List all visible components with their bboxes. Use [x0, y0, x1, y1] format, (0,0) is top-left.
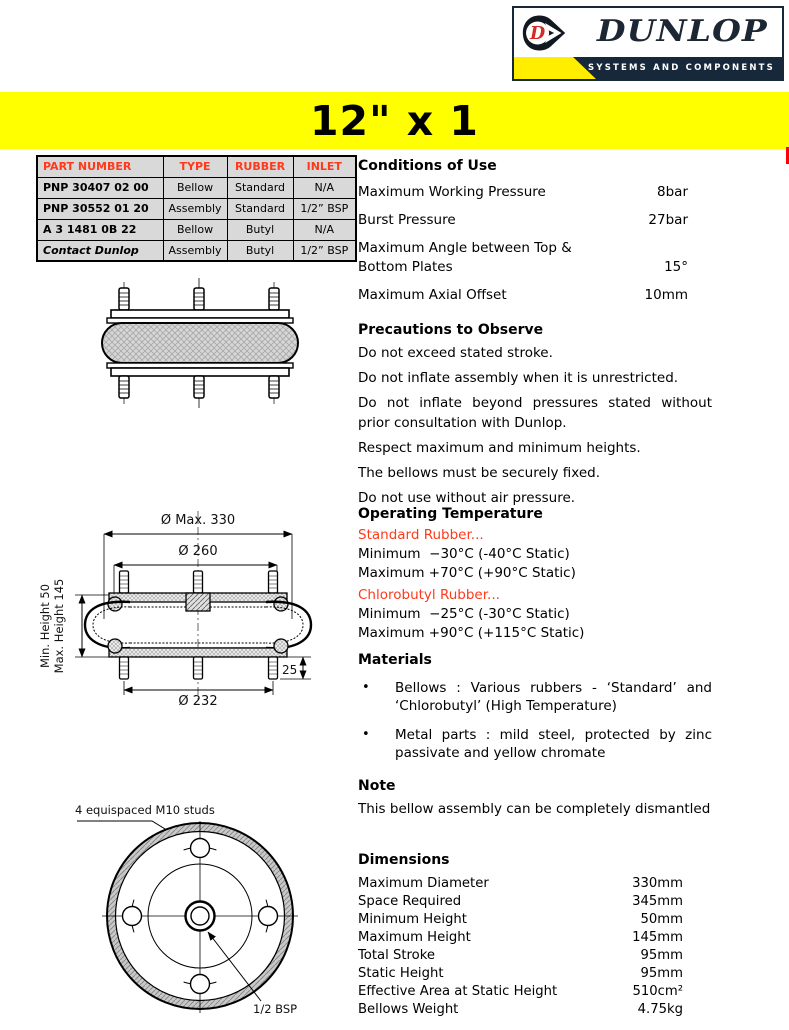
precaution-item: Do not exceed stated stroke.	[358, 345, 553, 361]
condition-label: Maximum Axial Offset	[358, 287, 507, 303]
condition-label: Maximum Angle between Top & Bottom Plates	[358, 240, 572, 275]
type-cell: Assembly	[163, 240, 227, 261]
col-header-part-number: PART NUMBER	[37, 156, 163, 177]
table-header-row	[37, 156, 356, 177]
bellow-side-view-drawing	[58, 276, 342, 410]
dim-label-stud-length: 25	[282, 663, 298, 677]
flying-d-icon	[521, 13, 567, 53]
part-number-cell: PNP 30552 01 20	[37, 198, 163, 219]
dimension-value: 95mm	[640, 948, 683, 963]
dimension-label: Static Height	[358, 966, 444, 981]
dim-label-stud-circle: Ø 232	[178, 694, 218, 707]
dimension-row	[358, 1001, 683, 1019]
condition-row	[358, 239, 688, 277]
inlet-cell: N/A	[293, 219, 356, 240]
temperature-line: Minimum −30°C (-40°C Static)	[358, 546, 570, 562]
table-row	[37, 240, 356, 261]
plate-plan-view-drawing	[40, 795, 340, 1030]
rubber-cell: Butyl	[227, 219, 293, 240]
table-row	[37, 177, 356, 198]
dimension-label: Maximum Height	[358, 930, 471, 945]
dimension-value: 95mm	[640, 966, 683, 981]
dimensions-section	[358, 852, 683, 1019]
port-annotation: 1/2 BSP	[253, 1002, 298, 1016]
section-heading: Conditions of Use	[358, 158, 497, 174]
bullet-icon: •	[362, 727, 370, 742]
precautions-section	[358, 322, 712, 508]
dimension-rows	[358, 875, 683, 1019]
temperature-line: Maximum +70°C (+90°C Static)	[358, 564, 576, 581]
precaution-item: Do not use without air pressure.	[358, 490, 576, 506]
type-cell: Bellow	[163, 219, 227, 240]
table-row	[37, 219, 356, 240]
condition-row	[358, 211, 688, 230]
product-title-banner	[0, 92, 789, 149]
dimension-value: 50mm	[640, 912, 683, 927]
rubber-cell: Standard	[227, 177, 293, 198]
conditions-of-use-section	[358, 158, 688, 305]
section-heading: Materials	[358, 652, 432, 668]
precaution-item: Do not inflate assembly when it is unrestricted.	[358, 370, 679, 386]
rubber-cell: Butyl	[227, 240, 293, 261]
temperature-line: Minimum −25°C (-30°C Static)	[358, 606, 570, 622]
note-text: This bellow assembly can be completely dismantled	[358, 801, 711, 817]
dimension-label: Minimum Height	[358, 912, 467, 927]
part-number-cell: PNP 30407 02 00	[37, 177, 163, 198]
dimension-label: Effective Area at Static Height	[358, 984, 558, 999]
col-header-rubber: RUBBER	[227, 156, 293, 177]
note-section	[358, 778, 712, 818]
precaution-item: Do not inflate beyond pressures stated without prior consultation with Dunlop.	[358, 395, 712, 431]
dim-label-min-height: Min. Height 50	[38, 583, 52, 669]
dim-label-max-diameter: Ø Max. 330	[160, 513, 236, 528]
part-number-cell: Contact Dunlop	[37, 240, 163, 261]
type-cell: Assembly	[163, 198, 227, 219]
dim-label-plate-diameter: Ø 260	[178, 544, 218, 559]
condition-row	[358, 183, 688, 202]
col-header-inlet: INLET	[293, 156, 356, 177]
col-header-type: TYPE	[163, 156, 227, 177]
dimension-value: 345mm	[632, 894, 683, 909]
temperature-line: Maximum +90°C (+115°C Static)	[358, 624, 585, 641]
dimension-label: Bellows Weight	[358, 1002, 459, 1017]
condition-value: 15°	[664, 259, 688, 275]
product-title: 12" x 1	[310, 96, 479, 145]
section-heading: Dimensions	[358, 852, 450, 868]
section-heading: Note	[358, 778, 396, 794]
inlet-cell: 1/2” BSP	[293, 198, 356, 219]
rubber-type-label: Standard Rubber...	[358, 527, 484, 543]
logo-yellow-flash	[514, 57, 596, 79]
dimension-row	[358, 893, 683, 911]
logo-tagline-bar	[514, 57, 782, 79]
dimension-row	[358, 965, 683, 983]
bellow-cross-section-drawing	[35, 507, 345, 707]
material-bullet	[358, 726, 712, 762]
dimension-value: 330mm	[632, 876, 683, 891]
svg-text:D: D	[529, 23, 546, 44]
dimension-row	[358, 983, 683, 1001]
materials-section	[358, 652, 712, 762]
inlet-cell: N/A	[293, 177, 356, 198]
precaution-item: Respect maximum and minimum heights.	[358, 440, 641, 456]
dimension-label: Maximum Diameter	[358, 876, 489, 891]
dimension-label: Space Required	[358, 894, 462, 909]
type-cell: Bellow	[163, 177, 227, 198]
rubber-type-label: Chlorobutyl Rubber...	[358, 587, 500, 603]
dunlop-logo	[512, 6, 784, 81]
table-row	[37, 198, 356, 219]
material-bullet	[358, 679, 712, 715]
condition-label: Maximum Working Pressure	[358, 184, 546, 200]
dim-label-max-height: Max. Height 145	[52, 578, 66, 674]
bullet-icon: •	[362, 680, 370, 695]
studs-annotation: 4 equispaced M10 studs	[75, 803, 215, 817]
logo-brand-text: DUNLOP	[596, 14, 768, 49]
material-text: Metal parts : mild steel, protected by zinc passivate and yellow chromate	[395, 727, 712, 761]
section-heading: Precautions to Observe	[358, 322, 544, 338]
dimension-row	[358, 929, 683, 947]
logo-tagline-text: SYSTEMS AND COMPONENTS	[588, 63, 775, 73]
dimension-label: Total Stroke	[358, 948, 436, 963]
condition-value: 10mm	[644, 287, 688, 303]
operating-temperature-section	[358, 506, 712, 642]
condition-value: 8bar	[657, 184, 688, 200]
rubber-cell: Standard	[227, 198, 293, 219]
condition-label: Burst Pressure	[358, 212, 456, 228]
condition-row	[358, 286, 688, 305]
part-number-cell: A 3 1481 0B 22	[37, 219, 163, 240]
precaution-item: The bellows must be securely fixed.	[358, 465, 601, 481]
dimension-row	[358, 947, 683, 965]
part-number-table	[36, 155, 357, 262]
material-text: Bellows : Various rubbers - ‘Standard’ and ‘Chlorobutyl’ (High Temperature)	[395, 680, 712, 714]
dimension-row	[358, 911, 683, 929]
dimension-value: 145mm	[632, 930, 683, 945]
dimension-value: 4.75kg	[637, 1002, 683, 1017]
inlet-cell: 1/2” BSP	[293, 240, 356, 261]
dimension-row	[358, 875, 683, 893]
section-heading: Operating Temperature	[358, 506, 543, 522]
condition-value: 27bar	[648, 212, 688, 228]
dimension-value: 510cm²	[632, 984, 683, 999]
